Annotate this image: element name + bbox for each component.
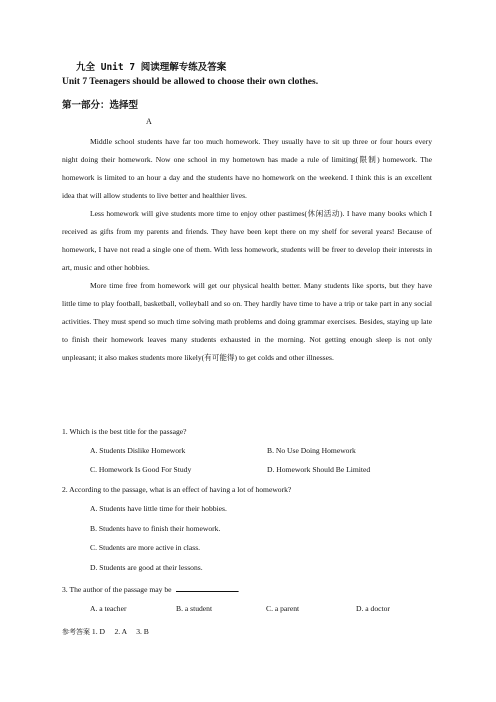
passage-paragraph: More time free from homework will get our physical health better. Many students like sports, but they have little time to play football, basketball, volleyball and so on. They hardly have time to have a trip or take part in any social activities. They must spend so much time solving math problems and doing grammar exercises. Besides, staying up late to finish their homework leaves many students exhausted in the morning. Not getting enough sleep is not only unpleasant; it also makes students more likely(有可能得) to get colds and other illnesses. [62,281,432,362]
question-3-option-c: C. a parent [266,604,300,613]
question-3-stem-text: 3. The author of the passage may be [62,585,172,594]
question-2-option-c: C. Students are more active in class. [90,543,201,552]
passage-paragraph: Less homework will give students more time to enjoy other pastimes(休闲活动). I have many books which I received as gifts from my parents and friends. They have been kept there on my shelf for several years! Because of homework, I have not read a single one of them. With less homework, students will be freer to develop their interests in art, music and other hobbies. [62,209,432,272]
question-3-stem [62,583,239,594]
answer-key-label: 参考答案 [62,628,90,636]
question-1-option-b: B. No Use Doing Homework [267,446,356,455]
question-3-option-a: A. a teacher [90,604,127,613]
question-3-stem-end: . [237,585,240,594]
unit-heading: Unit 7 Teenagers should be allowed to choose their own clothes. [62,77,319,87]
question-3-option-d: D. a doctor [356,604,390,613]
answer-blank [176,583,238,592]
answer-key-text: 1. D 2. A 3. B [91,627,149,636]
passage-body [62,133,432,367]
question-1-option-a: A. Students Dislike Homework [90,446,186,455]
question-1-stem: 1. Which is the best title for the passage? [62,427,187,436]
question-1-option-d: D. Homework Should Be Limited [267,465,371,474]
question-2-option-a: A. Students have little time for their hobbies. [90,504,227,513]
question-3-option-b: B. a student [176,604,213,613]
question-2-option-d: D. Students are good at their lessons. [90,563,203,572]
passage-letter: A [146,117,152,126]
document-title: 九全 Unit 7 阅读理解专练及答案 [76,62,227,73]
section-heading: 第一部分：选择型 [62,100,139,111]
question-2-stem: 2. According to the passage, what is an effect of having a lot of homework? [62,485,292,494]
passage-paragraph: Middle school students have far too much homework. They usually have to sit up three or four hours every night doing their homework. Now one school in my hometown has made a rule of limiting(限制) homework. The homework is limited to an hour a day and the students have no homework on the weekend. I think this is an excellent idea that will allow students to live better and healthier lives. [62,137,432,200]
question-1-option-c: C. Homework Is Good For Study [90,465,192,474]
answer-key [62,627,149,637]
question-2-option-b: B. Students have to finish their homework. [90,524,221,533]
